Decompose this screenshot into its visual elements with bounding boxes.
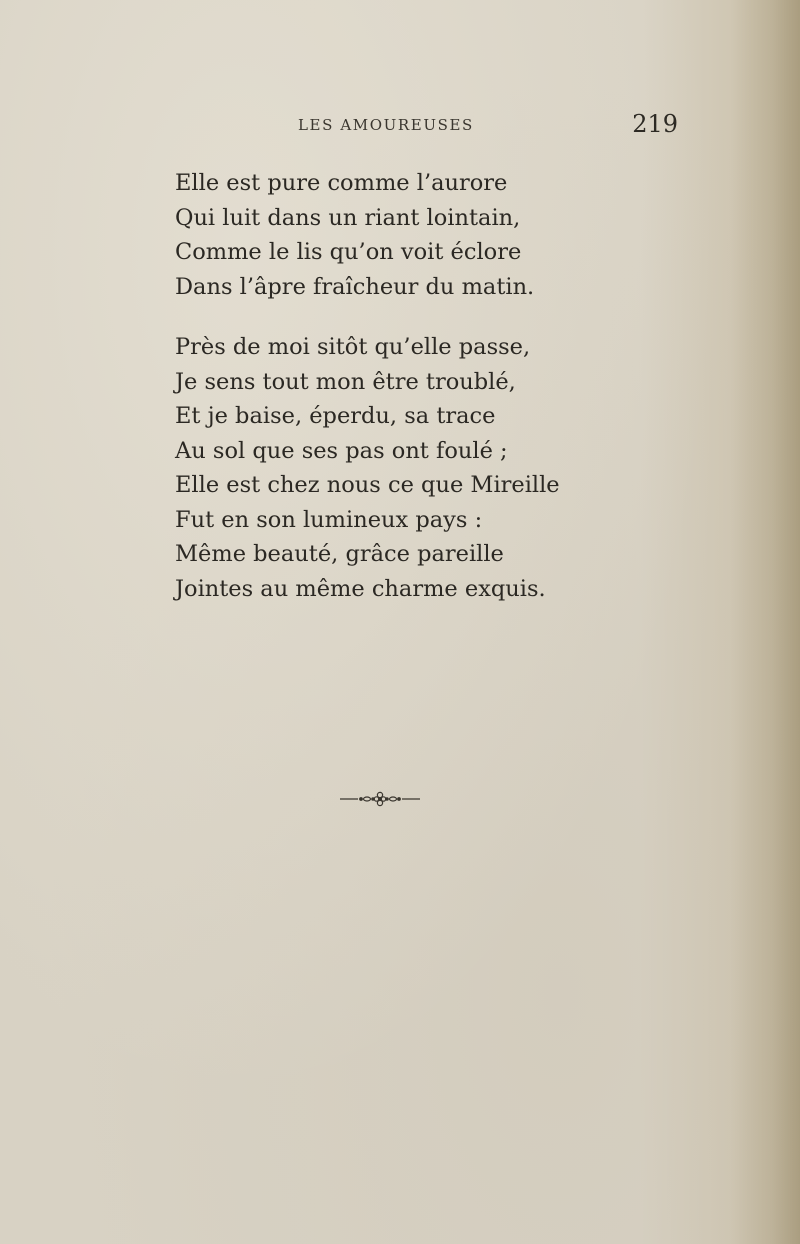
verse-line: Fut en son lumineux pays : (175, 506, 483, 533)
verse-line: Elle est pure comme l’aurore (175, 170, 508, 196)
page-number: 219 (632, 110, 678, 138)
running-head (175, 110, 680, 140)
verse-line: Dans l’âpre fraîcheur du matin. (175, 273, 535, 300)
page-edge-shadow (730, 0, 800, 1244)
verse-line: Et je baise, éperdu, sa trace (175, 403, 496, 429)
verse-line: Jointes au même charme exquis. (175, 575, 546, 602)
stanza (175, 330, 595, 606)
poem (175, 166, 595, 632)
verse-line: Comme le lis qu’on voit éclore (175, 239, 522, 265)
verse-line: Elle est chez nous ce que Mireille (175, 472, 560, 498)
stanza (175, 166, 595, 304)
verse-line: Qui luit dans un riant lointain, (175, 204, 521, 231)
fleuron-tailpiece-icon (330, 786, 430, 816)
verse-line: Je sens tout mon être troublé, (175, 368, 516, 395)
verse-line: Même beauté, grâce pareille (175, 541, 504, 567)
running-title: LES AMOUREUSES (298, 116, 474, 134)
verse-line: Près de moi sitôt qu’elle passe, (175, 334, 531, 360)
verse-line: Au sol que ses pas ont foulé ; (175, 437, 508, 464)
